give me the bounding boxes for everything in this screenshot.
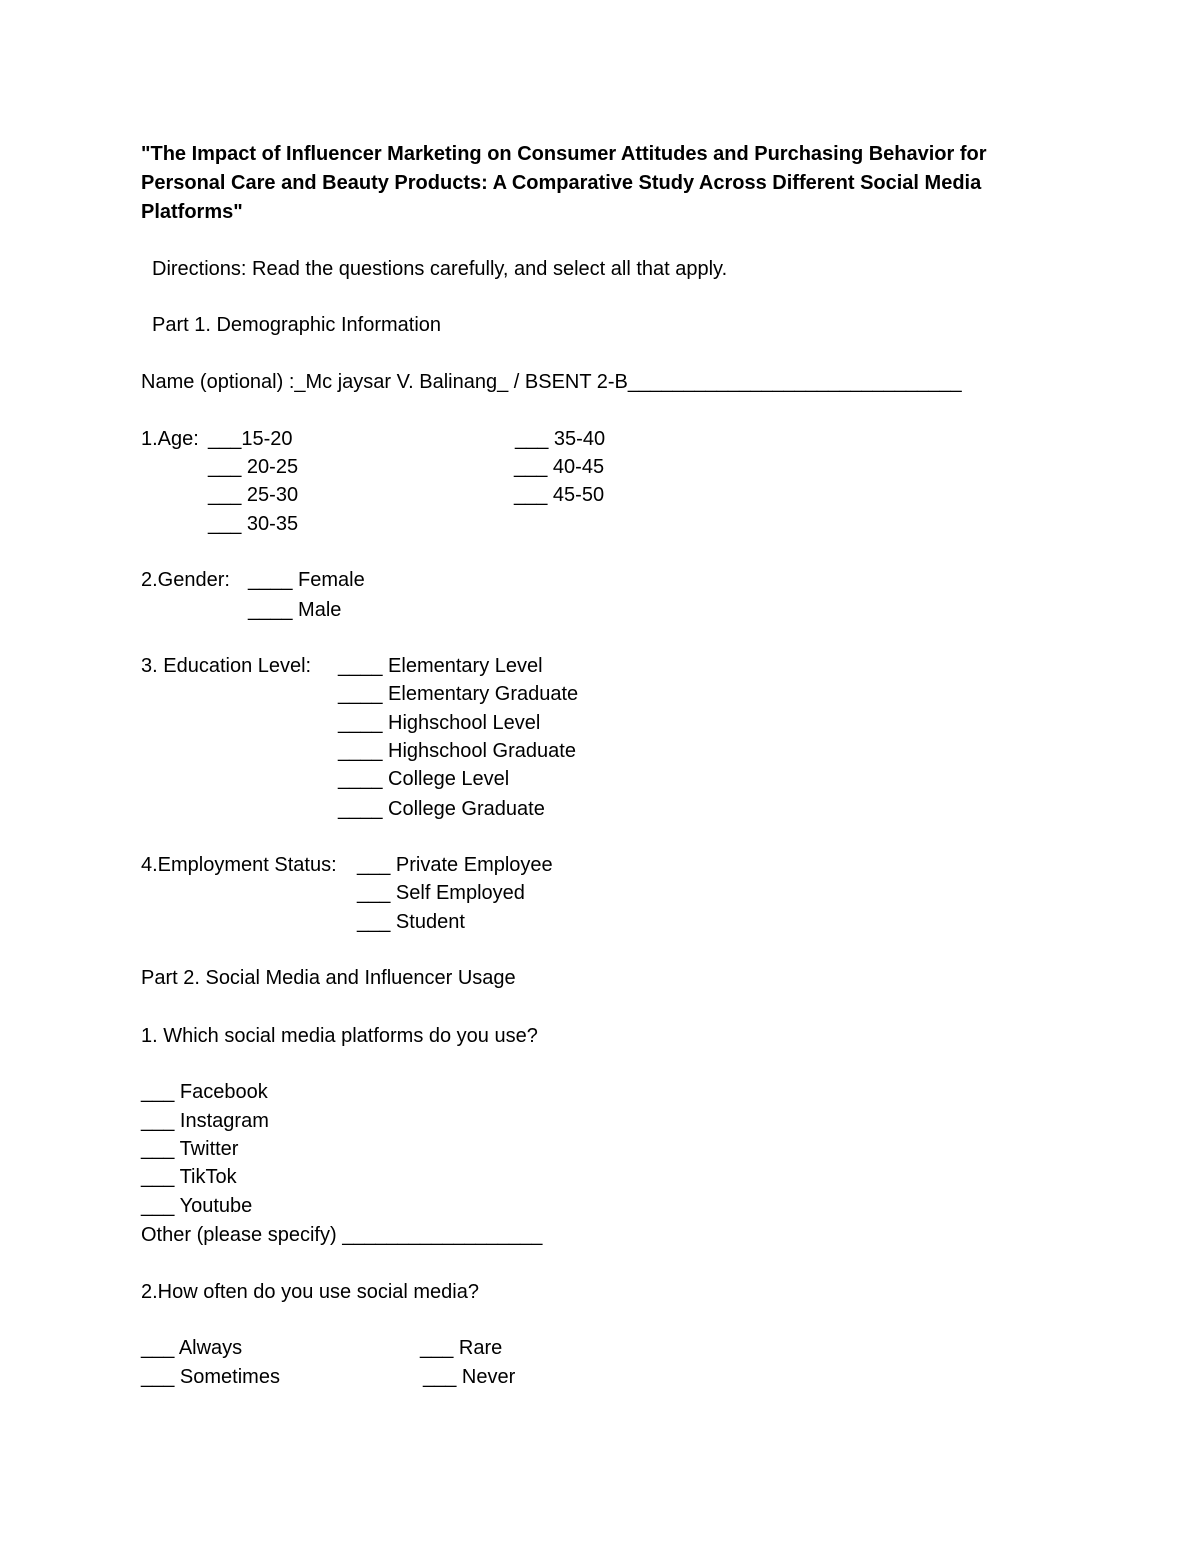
gender-label: 2.Gender: xyxy=(141,569,230,591)
age-option: ___ 25-30 xyxy=(208,484,299,506)
name-field-line: Name (optional) :_Mc jaysar V. Balinang_ / BSENT 2-B______________________________ xyxy=(141,371,962,393)
platform-option: ___ Instagram xyxy=(141,1110,269,1132)
employment-option: ___ Self Employed xyxy=(357,882,525,904)
education-label: 3. Education Level: xyxy=(141,655,312,677)
platform-option: ___ Facebook xyxy=(141,1081,268,1103)
education-option: ____ Highschool Level xyxy=(338,712,541,734)
age-option: ___ 40-45 xyxy=(514,456,605,478)
age-option: ___ 20-25 xyxy=(208,456,299,478)
age-option: ___ 45-50 xyxy=(514,484,605,506)
document-title xyxy=(141,140,1071,227)
directions-text: Directions: Read the questions carefully, and select all that apply. xyxy=(152,258,728,280)
education-option: ____ Elementary Graduate xyxy=(338,683,579,705)
education-option: ____ Highschool Graduate xyxy=(338,740,576,762)
q1-question: 1. Which social media platforms do you use? xyxy=(141,1025,538,1047)
part1-heading: Part 1. Demographic Information xyxy=(152,314,442,336)
education-option: ____ College Graduate xyxy=(338,798,545,820)
education-option: ____ Elementary Level xyxy=(338,655,543,677)
platform-option: ___ Youtube xyxy=(141,1195,253,1217)
employment-label: 4.Employment Status: xyxy=(141,854,337,876)
frequency-option: ___ Always xyxy=(141,1337,243,1359)
gender-option: ____ Female xyxy=(248,569,365,591)
frequency-option: ___ Never xyxy=(423,1366,516,1388)
title-line-3: Platforms" xyxy=(141,201,243,223)
frequency-option: ___ Sometimes xyxy=(141,1366,280,1388)
title-line-2: Personal Care and Beauty Products: A Comparative Study Across Different Social Media xyxy=(141,172,982,194)
part2-heading: Part 2. Social Media and Influencer Usage xyxy=(141,967,516,989)
platform-option: ___ TikTok xyxy=(141,1166,237,1188)
q2-question: 2.How often do you use social media? xyxy=(141,1281,479,1303)
platform-option: ___ Twitter xyxy=(141,1138,239,1160)
platform-other-line: Other (please specify) __________________ xyxy=(141,1224,543,1246)
frequency-option: ___ Rare xyxy=(420,1337,503,1359)
age-option: ___15-20 xyxy=(208,428,293,450)
title-line-1: "The Impact of Influencer Marketing on Consumer Attitudes and Purchasing Behavior for xyxy=(141,143,987,165)
age-option: ___ 30-35 xyxy=(208,513,299,535)
gender-option: ____ Male xyxy=(248,599,342,621)
employment-option: ___ Student xyxy=(357,911,465,933)
education-option: ____ College Level xyxy=(338,768,510,790)
age-label: 1.Age: xyxy=(141,428,205,450)
employment-option: ___ Private Employee xyxy=(357,854,553,876)
age-option: ___ 35-40 xyxy=(515,428,606,450)
